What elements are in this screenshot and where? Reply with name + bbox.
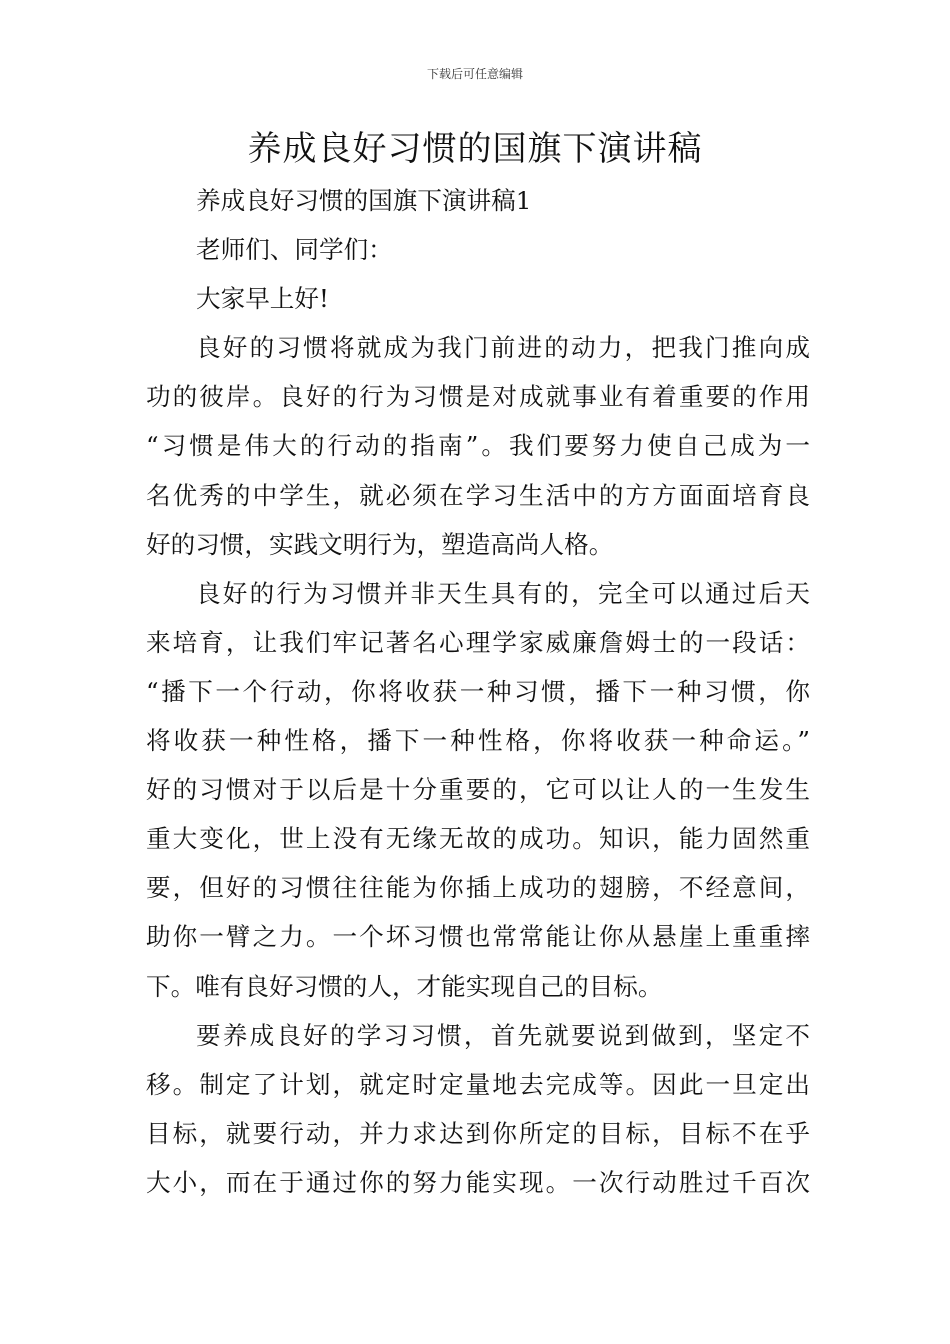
text-line: 助你一臂之力。一个坏习惯也常常能让你从悬崖上重重摔 (146, 922, 810, 952)
text-line: 下。唯有良好习惯的人，才能实现自己的目标。 (146, 971, 663, 1001)
text-line: 大家早上好! (196, 284, 329, 314)
text-line: 来培育，让我们牢记著名心理学家威廉詹姆士的一段话： (146, 627, 810, 657)
text-line: “播下一个行动，你将收获一种习惯，播下一种习惯，你 (146, 676, 810, 706)
text-line: 良好的行为习惯并非天生具有的，完全可以通过后天 (196, 578, 810, 608)
text-line: 目标，就要行动，并力求达到你所定的目标，目标不在乎 (146, 1118, 810, 1148)
text-line: 大小，而在于通过你的努力能实现。一次行动胜过千百次 (146, 1167, 810, 1197)
text-line: 要养成良好的学习习惯，首先就要说到做到，坚定不 (196, 1020, 810, 1050)
text-line: 名优秀的中学生，就必须在学习生活中的方方面面培育良 (146, 480, 810, 510)
text-line: 移。制定了计划，就定时定量地去完成等。因此一旦定出 (146, 1069, 810, 1099)
text-line: 养成良好习惯的国旗下演讲稿1 (196, 186, 532, 215)
text-line: 好的习惯，实践文明行为，塑造高尚人格。 (146, 529, 614, 559)
header-note: 下载后可任意编辑 (426, 67, 523, 81)
document-body (146, 176, 810, 1207)
text-line: 良好的习惯将就成为我门前进的动力，把我门推向成 (196, 333, 810, 363)
text-line: 功的彼岸。良好的行为习惯是对成就事业有着重要的作用 (146, 382, 810, 412)
text-line: 好的习惯对于以后是十分重要的，它可以让人的一生发生 (146, 775, 810, 805)
text-line: “习惯是伟大的行动的指南”。我们要努力使自己成为一 (146, 431, 810, 461)
document-title: 养成良好习惯的国旗下演讲稿 (247, 129, 703, 169)
text-line: 重大变化，世上没有无缘无故的成功。知识，能力固然重 (146, 824, 810, 854)
text-line: 老师们、同学们： (196, 235, 393, 265)
text-line: 要，但好的习惯往往能为你插上成功的翅膀，不经意间， (146, 873, 810, 903)
text-line: 将收获一种性格，播下一种性格，你将收获一种命运。” (146, 726, 810, 756)
